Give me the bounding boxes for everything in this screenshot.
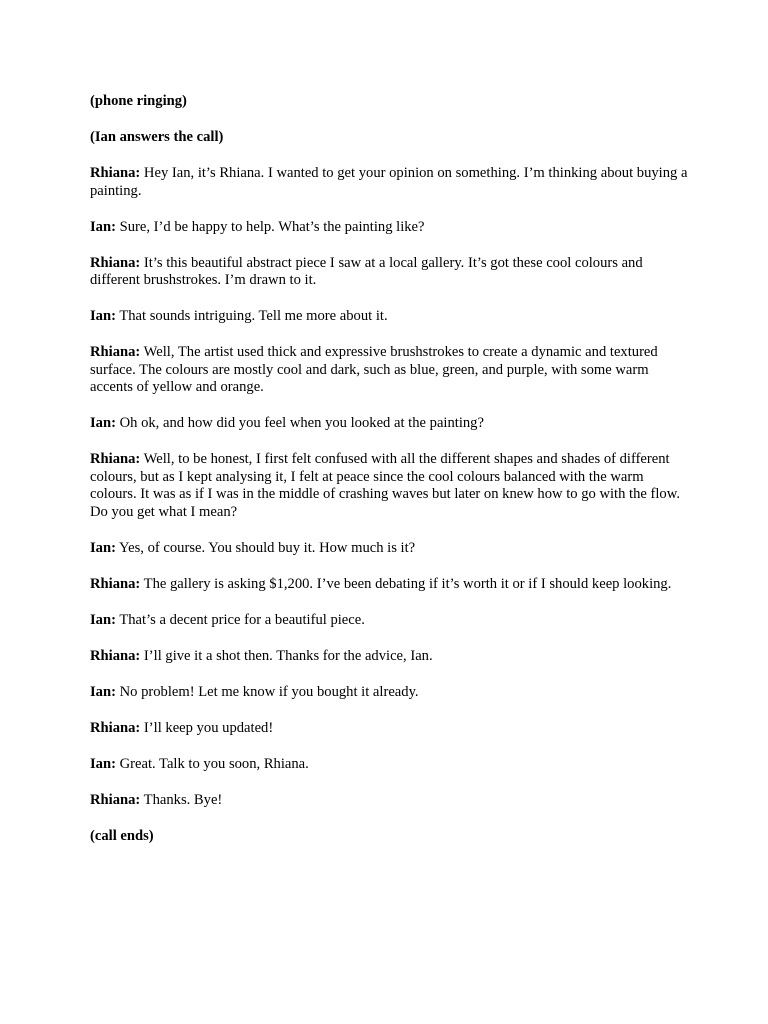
speaker-name: Ian: — [90, 308, 116, 325]
dialogue-line — [90, 415, 690, 433]
dialogue-line — [90, 792, 690, 810]
stage-direction-closing: (call ends) — [90, 827, 154, 844]
speaker-name: Ian: — [90, 683, 116, 700]
dialogue-line — [90, 219, 690, 237]
dialogue-line — [90, 308, 690, 326]
dialogue-line — [90, 451, 690, 521]
dialogue-text: No problem! Let me know if you bought it already. — [115, 683, 419, 700]
speaker-name: Rhiana: — [90, 647, 141, 664]
speaker-name: Rhiana: — [90, 451, 141, 468]
speaker-name: Ian: — [90, 611, 116, 628]
dialogue-text: Hey Ian, it’s Rhiana. I wanted to get your opinion on something. I’m thinking about buying a painting. — [90, 164, 688, 199]
dialogue-text: Great. Talk to you soon, Rhiana. — [115, 755, 309, 772]
speaker-name: Rhiana: — [90, 254, 141, 271]
dialogue-text: Thanks. Bye! — [140, 791, 223, 808]
dialogue-line — [90, 255, 690, 290]
dialogue-text: Oh ok, and how did you feel when you looked at the painting? — [115, 415, 484, 432]
dialogue-line — [90, 165, 690, 200]
dialogue-text: Well, to be honest, I first felt confused with all the different shapes and shades of different colours, but as I kept analysing it, I felt at peace since the cool colours balanced with the warm colours. It was as if I was in the middle of crashing waves but later on knew how to go with the flow. Do you get what I mean? — [90, 451, 680, 521]
stage-direction-answer: (Ian answers the call) — [90, 128, 224, 145]
dialogue-text: Sure, I’d be happy to help. What’s the painting like? — [115, 218, 425, 235]
speaker-name: Ian: — [90, 540, 116, 557]
speaker-name: Rhiana: — [90, 344, 141, 361]
dialogue-line — [90, 648, 690, 666]
speaker-name: Ian: — [90, 218, 116, 235]
dialogue-text: The gallery is asking $1,200. I’ve been debating if it’s worth it or if I should keep looking. — [140, 576, 672, 592]
speaker-name: Rhiana: — [90, 791, 141, 808]
dialogue-text: It’s this beautiful abstract piece I saw at a local gallery. It’s got these cool colours and different brushstrokes. I’m drawn to it. — [90, 254, 643, 289]
speaker-name: Rhiana: — [90, 576, 141, 592]
dialogue-text: Yes, of course. You should buy it. How much is it? — [115, 540, 416, 557]
speaker-name: Ian: — [90, 415, 116, 432]
dialogue-line — [90, 684, 690, 702]
dialogue-text: That sounds intriguing. Tell me more about it. — [115, 308, 388, 325]
dialogue-line — [90, 344, 690, 397]
dialogue-text: That’s a decent price for a beautiful piece. — [115, 611, 365, 628]
dialogue-line — [90, 720, 690, 738]
speaker-name: Ian: — [90, 755, 116, 772]
dialogue-line — [90, 540, 690, 558]
dialogue-line — [90, 612, 690, 630]
stage-direction-opening: (phone ringing) — [90, 93, 187, 109]
document-page — [90, 93, 690, 864]
dialogue-text: I’ll keep you updated! — [140, 719, 274, 736]
dialogue-text: I’ll give it a shot then. Thanks for the advice, Ian. — [140, 647, 433, 664]
dialogue-text: Well, The artist used thick and expressive brushstrokes to create a dynamic and textured surface. The colours are mostly cool and dark, such as blue, green, and purple, with some warm accents of yellow and orange. — [90, 344, 658, 396]
dialogue-line — [90, 576, 690, 594]
speaker-name: Rhiana: — [90, 164, 141, 181]
speaker-name: Rhiana: — [90, 719, 141, 736]
dialogue-line — [90, 756, 690, 774]
